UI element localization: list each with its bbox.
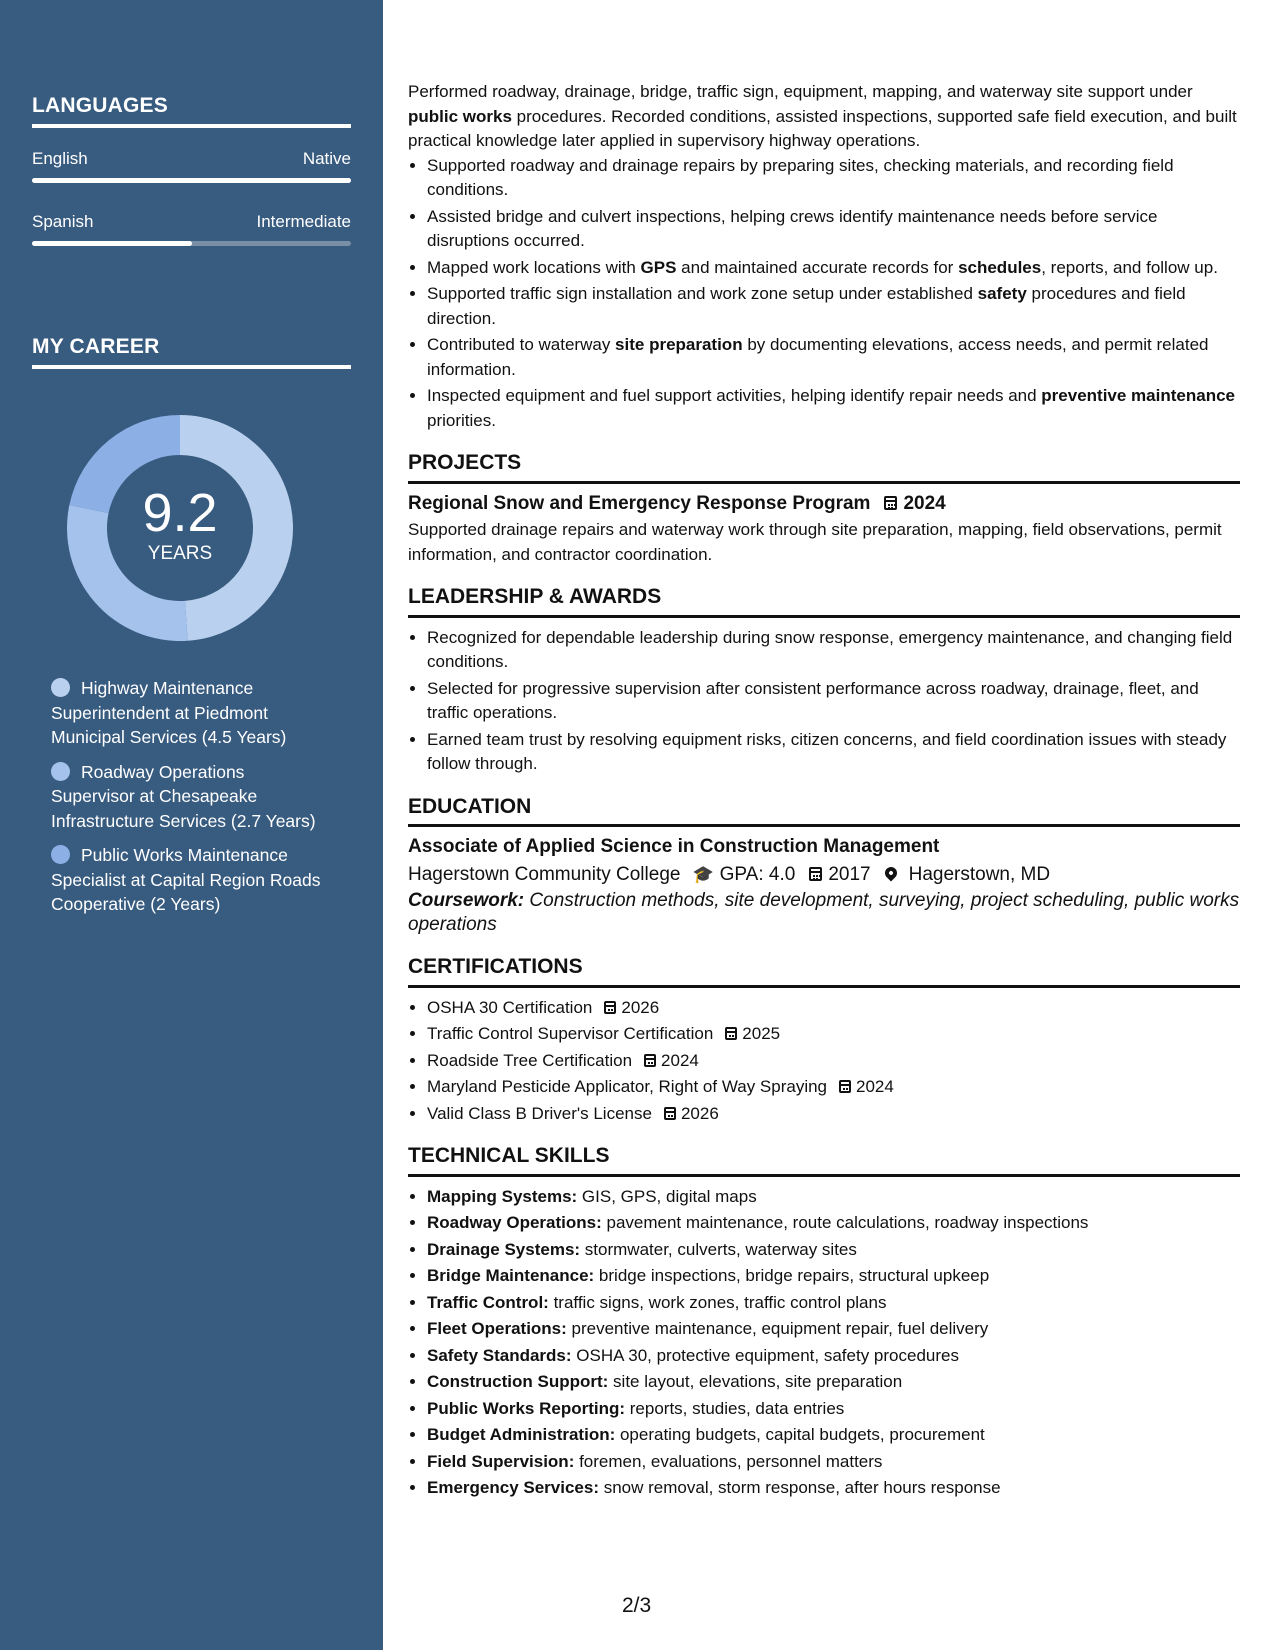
career-heading: MY CAREER — [32, 335, 351, 369]
certification-name: Maryland Pesticide Applicator, Right of Way Spraying — [427, 1077, 828, 1096]
language-proficiency-bar — [32, 241, 351, 246]
skill-label: Budget Administration: — [427, 1425, 616, 1444]
language-name: English — [32, 149, 88, 168]
skill-label: Drainage Systems: — [427, 1239, 581, 1259]
certification-name: Valid Class B Driver's License — [427, 1103, 652, 1123]
main-content — [408, 80, 1240, 1503]
experience-bullet — [427, 384, 1240, 433]
skill-item — [427, 1423, 1240, 1448]
skill-value: preventive maintenance, equipment repair, fuel delivery — [566, 1319, 989, 1338]
career-legend-dot — [51, 678, 70, 697]
skill-item — [427, 1344, 1240, 1369]
skill-label: Roadway Operations: — [427, 1213, 602, 1232]
skill-value: foremen, evaluations, personnel matters — [574, 1451, 883, 1471]
certification-item — [427, 1022, 1240, 1047]
career-item-text: Public Works Maintenance Specialist at Capital Region Roads Cooperative (2 Years) — [51, 845, 321, 914]
skill-label: Mapping Systems: — [427, 1186, 578, 1206]
skill-label: Bridge Maintenance: — [427, 1266, 595, 1285]
calendar-icon — [664, 1107, 676, 1120]
experience-bullets — [408, 154, 1240, 434]
bullet-bold: GPS — [640, 257, 677, 277]
skill-label: Construction Support: — [427, 1372, 609, 1391]
project-year: 2024 — [903, 492, 946, 514]
experience-bullet — [427, 282, 1240, 331]
skill-item — [427, 1185, 1240, 1210]
skill-label: Traffic Control: — [427, 1292, 549, 1312]
degree: Associate of Applied Science in Construction Management — [408, 836, 940, 857]
certification-item — [427, 1075, 1240, 1100]
skill-label: Safety Standards: — [427, 1345, 572, 1365]
calendar-icon — [604, 1001, 616, 1014]
skill-item — [427, 1264, 1240, 1289]
certification-year: 2024 — [856, 1077, 894, 1096]
skill-label: Public Works Reporting: — [427, 1398, 626, 1418]
project-title-line — [408, 492, 1240, 517]
skill-label: Field Supervision: — [427, 1451, 575, 1471]
certification-year: 2025 — [742, 1024, 781, 1043]
skill-value: stormwater, culverts, waterway sites — [580, 1239, 857, 1259]
coursework-label: Coursework: — [408, 890, 525, 911]
bullet-text: priorities. — [427, 410, 496, 430]
experience-bullet — [427, 333, 1240, 382]
certifications-heading: CERTIFICATIONS — [408, 955, 1240, 988]
languages-section — [32, 94, 351, 246]
certification-item — [427, 1049, 1240, 1074]
career-total-unit: YEARS — [147, 543, 213, 564]
language-item — [32, 212, 351, 246]
career-donut-chart — [67, 415, 293, 641]
page-number: 2/3 — [622, 1594, 652, 1617]
bullet-text: Mapped work locations with — [427, 257, 641, 277]
bullet-bold: safety — [977, 284, 1027, 303]
career-item-text: Roadway Operations Supervisor at Chesapeake Infrastructure Services (2.7 Years) — [51, 761, 316, 831]
skill-label: Fleet Operations: — [427, 1319, 567, 1338]
skill-value: snow removal, storm response, after hours response — [599, 1478, 1001, 1497]
language-item — [32, 149, 351, 183]
skill-item — [427, 1476, 1240, 1501]
language-level: Native — [302, 149, 351, 168]
experience-bullet: • Assisted bridge and culvert inspections, helping crews identify maintenance needs before service disruptions occurred. — [427, 205, 1240, 254]
skill-value: traffic signs, work zones, traffic control plans — [548, 1292, 887, 1312]
gpa: GPA: 4.0 — [719, 863, 796, 885]
certification-year: 2024 — [661, 1050, 699, 1070]
language-proficiency-bar — [32, 178, 351, 183]
certification-name: Roadside Tree Certification — [427, 1050, 633, 1070]
calendar-icon — [809, 867, 822, 881]
career-legend-dot — [51, 762, 70, 781]
graduation-cap-icon: 🎓 — [692, 864, 714, 884]
skill-value: bridge inspections, bridge repairs, structural upkeep — [594, 1266, 990, 1285]
bullet-text: Inspected equipment and fuel support activities, helping identify repair needs and — [427, 386, 1042, 405]
bullet-text: and maintained accurate records for — [676, 257, 959, 277]
location-pin-icon — [882, 864, 899, 881]
leadership-section — [408, 585, 1240, 777]
education-year: 2017 — [828, 863, 871, 885]
leadership-item: • Earned team trust by resolving equipment risks, citizen concerns, and field coordination issues with steady follow through. — [427, 728, 1240, 777]
certifications-list — [408, 996, 1240, 1127]
coursework-text: Construction methods, site development, surveying, project scheduling, public works operations — [408, 890, 1240, 935]
leadership-item: • Selected for progressive supervision after consistent performance across roadway, drainage, fleet, and traffic operations. — [427, 677, 1240, 726]
projects-heading: PROJECTS — [408, 451, 1240, 484]
languages-heading: LANGUAGES — [32, 94, 351, 128]
career-item-text: Highway Maintenance Superintendent at Piedmont Municipal Services (4.5 Years) — [51, 678, 287, 747]
skill-item — [427, 1370, 1240, 1395]
skill-value: pavement maintenance, route calculations, roadway inspections — [601, 1213, 1089, 1232]
skill-value: OSHA 30, protective equipment, safety procedures — [571, 1345, 959, 1365]
certifications-section — [408, 955, 1240, 1126]
skills-heading: TECHNICAL SKILLS — [408, 1144, 1240, 1177]
calendar-icon — [839, 1080, 851, 1093]
certification-item — [427, 996, 1240, 1021]
skill-item — [427, 1397, 1240, 1422]
leadership-item: • Recognized for dependable leadership during snow response, emergency maintenance, and changing field conditions. — [427, 626, 1240, 675]
skill-item — [427, 1291, 1240, 1316]
certification-year: 2026 — [680, 1103, 719, 1123]
language-proficiency-fill — [32, 178, 351, 183]
project-description: Supported drainage repairs and waterway work through site preparation, mapping, field observations, permit information, and contractor coordination. — [408, 520, 1222, 564]
certification-name: OSHA 30 Certification — [427, 997, 593, 1017]
leadership-heading: LEADERSHIP & AWARDS — [408, 585, 1240, 618]
skill-item — [427, 1238, 1240, 1263]
career-item — [51, 760, 321, 834]
skill-item — [427, 1450, 1240, 1475]
bullet-text: by documenting elevations, access needs, and permit related information. — [427, 335, 1209, 379]
bullet-text: , reports, and follow up. — [1041, 257, 1218, 277]
language-level: Intermediate — [256, 212, 351, 231]
calendar-icon — [884, 496, 897, 510]
skill-value: site layout, elevations, site preparation — [608, 1372, 903, 1391]
experience-bullet: • Supported roadway and drainage repairs by preparing sites, checking materials, and recording field conditions. — [427, 154, 1240, 203]
education-details — [408, 863, 1240, 888]
summary-bold: public works — [408, 106, 512, 126]
career-item — [51, 676, 321, 750]
language-proficiency-fill — [32, 241, 192, 246]
bullet-text: Supported traffic sign installation and work zone setup under established — [427, 284, 978, 303]
certification-year: 2026 — [621, 997, 660, 1017]
leadership-list — [408, 626, 1240, 777]
career-total — [67, 415, 293, 641]
bullet-text: Contributed to waterway — [427, 335, 616, 354]
calendar-icon — [725, 1027, 737, 1040]
career-section — [32, 335, 351, 369]
bullet-bold: site preparation — [615, 335, 743, 354]
language-name: Spanish — [32, 212, 94, 231]
experience-section — [408, 80, 1240, 433]
school: Hagerstown Community College — [408, 863, 681, 885]
career-legend-dot — [51, 845, 70, 864]
certification-name: Traffic Control Supervisor Certification — [427, 1024, 714, 1043]
skill-item — [427, 1211, 1240, 1236]
education-location: Hagerstown, MD — [908, 863, 1051, 885]
certification-item — [427, 1102, 1240, 1127]
career-total-years: 9.2 — [142, 483, 218, 543]
bullet-text: procedures and field direction. — [427, 284, 1186, 328]
sidebar — [0, 0, 383, 1650]
summary-text: procedures. Recorded conditions, assisted inspections, supported safe field execution, and built practical knowledge later applied in supervisory highway operations. — [408, 106, 1237, 150]
projects-section — [408, 451, 1240, 567]
experience-bullet — [427, 256, 1240, 281]
skill-value: reports, studies, data entries — [625, 1398, 845, 1418]
skills-list — [408, 1185, 1240, 1501]
bullet-bold: schedules — [958, 257, 1042, 277]
calendar-icon — [644, 1054, 656, 1067]
coursework — [408, 889, 1240, 937]
bullet-bold: preventive maintenance — [1041, 386, 1235, 405]
skill-item — [427, 1317, 1240, 1342]
education-heading: EDUCATION — [408, 795, 1240, 828]
career-list — [51, 676, 321, 927]
skills-section — [408, 1144, 1240, 1501]
skill-value: GIS, GPS, digital maps — [577, 1186, 757, 1206]
education-section — [408, 795, 1240, 938]
project-title: Regional Snow and Emergency Response Program — [408, 492, 871, 514]
experience-summary — [408, 80, 1240, 154]
skill-label: Emergency Services: — [427, 1478, 599, 1497]
skill-value: operating budgets, capital budgets, procurement — [615, 1425, 985, 1444]
summary-text: Performed roadway, drainage, bridge, traffic sign, equipment, mapping, and waterway site support under — [408, 82, 1193, 101]
career-item — [51, 843, 321, 917]
